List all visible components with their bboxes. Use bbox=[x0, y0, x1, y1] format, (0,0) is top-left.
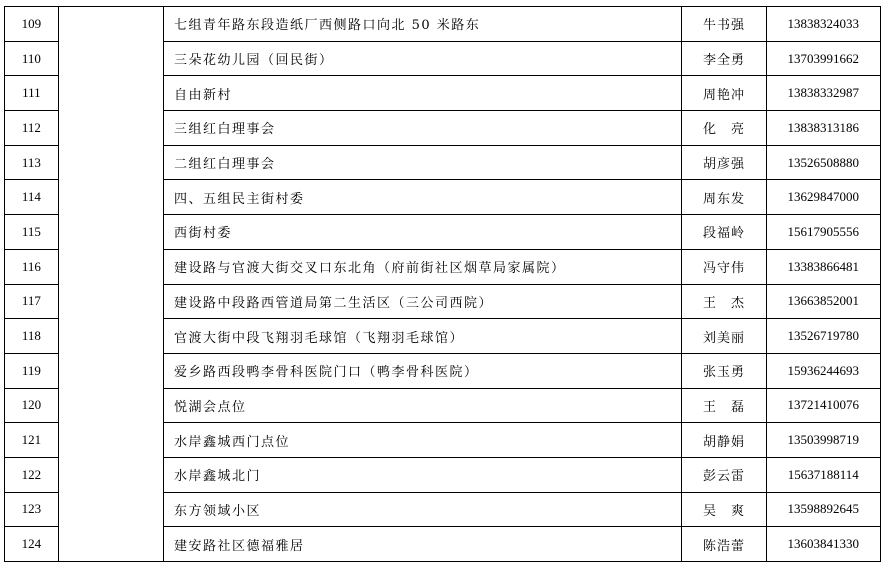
phone-cell: 13383866481 bbox=[766, 249, 880, 284]
location-text: 建设路中段路西管道局第二生活区（三公司西院） bbox=[173, 295, 493, 311]
merged-district-cell bbox=[58, 423, 163, 458]
contact-name-text: 周东发 bbox=[703, 191, 746, 207]
row-number-cell: 110 bbox=[5, 41, 59, 76]
contact-name-cell bbox=[682, 215, 766, 250]
contact-name-text: 王 磊 bbox=[703, 399, 746, 415]
merged-district-cell bbox=[58, 284, 163, 319]
location-cell bbox=[163, 492, 682, 527]
contact-name-text: 化 亮 bbox=[703, 122, 746, 138]
row-number-cell: 123 bbox=[5, 492, 59, 527]
location-cell bbox=[163, 41, 682, 76]
contact-name-text: 胡彦强 bbox=[703, 157, 746, 173]
location-text: 悦湖会点位 bbox=[173, 399, 247, 415]
location-cell bbox=[163, 353, 682, 388]
merged-district-cell bbox=[58, 492, 163, 527]
location-cell bbox=[163, 423, 682, 458]
location-cell bbox=[163, 284, 682, 319]
phone-cell: 13526719780 bbox=[766, 319, 880, 354]
phone-cell: 15936244693 bbox=[766, 353, 880, 388]
row-number-cell: 121 bbox=[5, 423, 59, 458]
location-cell bbox=[163, 319, 682, 354]
location-text: 四、五组民主街村委 bbox=[173, 191, 305, 207]
table-row bbox=[5, 284, 881, 319]
phone-cell: 13503998719 bbox=[766, 423, 880, 458]
contact-name-cell bbox=[682, 284, 766, 319]
location-text: 三组红白理事会 bbox=[173, 122, 276, 138]
contact-name-cell bbox=[682, 353, 766, 388]
table-row bbox=[5, 423, 881, 458]
contact-name-cell bbox=[682, 145, 766, 180]
table-row bbox=[5, 7, 881, 42]
merged-district-cell bbox=[58, 111, 163, 146]
table-row bbox=[5, 527, 881, 562]
contact-name-cell bbox=[682, 249, 766, 284]
location-text: 水岸鑫城北门 bbox=[173, 469, 261, 485]
contact-name-text: 胡静娟 bbox=[703, 434, 746, 450]
table-row bbox=[5, 145, 881, 180]
table-row bbox=[5, 180, 881, 215]
table-row bbox=[5, 249, 881, 284]
location-text: 七组青年路东段造纸厂西侧路口向北 50 米路东 bbox=[173, 18, 481, 34]
location-cell bbox=[163, 145, 682, 180]
phone-cell: 13526508880 bbox=[766, 145, 880, 180]
location-text: 建设路与官渡大街交叉口东北角（府前街社区烟草局家属院） bbox=[173, 261, 566, 277]
contact-name-cell bbox=[682, 423, 766, 458]
table-row bbox=[5, 76, 881, 111]
row-number-cell: 124 bbox=[5, 527, 59, 562]
location-text: 西街村委 bbox=[173, 226, 232, 242]
merged-district-cell bbox=[58, 527, 163, 562]
merged-district-cell bbox=[58, 180, 163, 215]
location-text: 建安路社区德福雅居 bbox=[173, 538, 305, 554]
table-row bbox=[5, 353, 881, 388]
phone-cell: 13838313186 bbox=[766, 111, 880, 146]
contact-name-text: 段福岭 bbox=[703, 226, 746, 242]
contact-name-cell bbox=[682, 388, 766, 423]
contact-name-text: 周艳冲 bbox=[703, 87, 746, 103]
phone-cell: 15617905556 bbox=[766, 215, 880, 250]
contact-name-cell bbox=[682, 180, 766, 215]
row-number-cell: 109 bbox=[5, 7, 59, 42]
contact-name-cell bbox=[682, 492, 766, 527]
row-number-cell: 120 bbox=[5, 388, 59, 423]
contact-name-text: 王 杰 bbox=[703, 295, 746, 311]
merged-district-cell bbox=[58, 353, 163, 388]
location-text: 自由新村 bbox=[173, 87, 232, 103]
location-cell bbox=[163, 7, 682, 42]
contact-name-text: 张玉勇 bbox=[703, 365, 746, 381]
phone-cell: 13838332987 bbox=[766, 76, 880, 111]
row-number-cell: 111 bbox=[5, 76, 59, 111]
phone-cell: 15637188114 bbox=[766, 457, 880, 492]
table-row bbox=[5, 492, 881, 527]
location-text: 三朵花幼儿园（回民街） bbox=[173, 53, 334, 69]
phone-cell: 13703991662 bbox=[766, 41, 880, 76]
contact-table bbox=[4, 6, 881, 562]
table-row bbox=[5, 111, 881, 146]
location-text: 官渡大街中段飞翔羽毛球馆（飞翔羽毛球馆） bbox=[173, 330, 464, 346]
table-row bbox=[5, 215, 881, 250]
merged-district-cell bbox=[58, 457, 163, 492]
contact-name-text: 刘美丽 bbox=[703, 330, 746, 346]
merged-district-cell bbox=[58, 41, 163, 76]
location-cell bbox=[163, 388, 682, 423]
table-body bbox=[5, 7, 881, 562]
contact-name-cell bbox=[682, 76, 766, 111]
location-cell bbox=[163, 215, 682, 250]
location-cell bbox=[163, 457, 682, 492]
phone-cell: 13663852001 bbox=[766, 284, 880, 319]
contact-name-cell bbox=[682, 41, 766, 76]
contact-name-text: 冯守伟 bbox=[703, 261, 746, 277]
merged-district-cell bbox=[58, 249, 163, 284]
contact-name-text: 彭云雷 bbox=[703, 469, 746, 485]
contact-name-text: 吴 爽 bbox=[703, 503, 746, 519]
row-number-cell: 115 bbox=[5, 215, 59, 250]
location-text: 二组红白理事会 bbox=[173, 157, 276, 173]
location-cell bbox=[163, 180, 682, 215]
phone-cell: 13603841330 bbox=[766, 527, 880, 562]
row-number-cell: 116 bbox=[5, 249, 59, 284]
merged-district-cell bbox=[58, 145, 163, 180]
location-cell bbox=[163, 76, 682, 111]
table-row bbox=[5, 388, 881, 423]
location-text: 水岸鑫城西门点位 bbox=[173, 434, 290, 450]
merged-district-cell bbox=[58, 76, 163, 111]
row-number-cell: 114 bbox=[5, 180, 59, 215]
row-number-cell: 122 bbox=[5, 457, 59, 492]
location-text: 东方领域小区 bbox=[173, 503, 261, 519]
contact-name-cell bbox=[682, 7, 766, 42]
contact-name-text: 李全勇 bbox=[703, 53, 746, 69]
contact-name-cell bbox=[682, 111, 766, 146]
row-number-cell: 113 bbox=[5, 145, 59, 180]
row-number-cell: 118 bbox=[5, 319, 59, 354]
contact-name-cell bbox=[682, 319, 766, 354]
phone-cell: 13598892645 bbox=[766, 492, 880, 527]
location-cell bbox=[163, 527, 682, 562]
table-row bbox=[5, 457, 881, 492]
row-number-cell: 117 bbox=[5, 284, 59, 319]
merged-district-cell bbox=[58, 215, 163, 250]
row-number-cell: 119 bbox=[5, 353, 59, 388]
row-number-cell: 112 bbox=[5, 111, 59, 146]
contact-name-cell bbox=[682, 457, 766, 492]
table-row bbox=[5, 41, 881, 76]
location-cell bbox=[163, 249, 682, 284]
contact-name-cell bbox=[682, 527, 766, 562]
phone-cell: 13838324033 bbox=[766, 7, 880, 42]
phone-cell: 13629847000 bbox=[766, 180, 880, 215]
contact-name-text: 陈浩蕾 bbox=[703, 538, 746, 554]
merged-district-cell bbox=[58, 388, 163, 423]
phone-cell: 13721410076 bbox=[766, 388, 880, 423]
table-row bbox=[5, 319, 881, 354]
location-cell bbox=[163, 111, 682, 146]
contact-name-text: 牛书强 bbox=[703, 18, 746, 34]
merged-district-cell bbox=[58, 319, 163, 354]
location-text: 爱乡路西段鸭李骨科医院门口（鸭李骨科医院） bbox=[173, 365, 479, 381]
merged-district-cell bbox=[58, 7, 163, 42]
